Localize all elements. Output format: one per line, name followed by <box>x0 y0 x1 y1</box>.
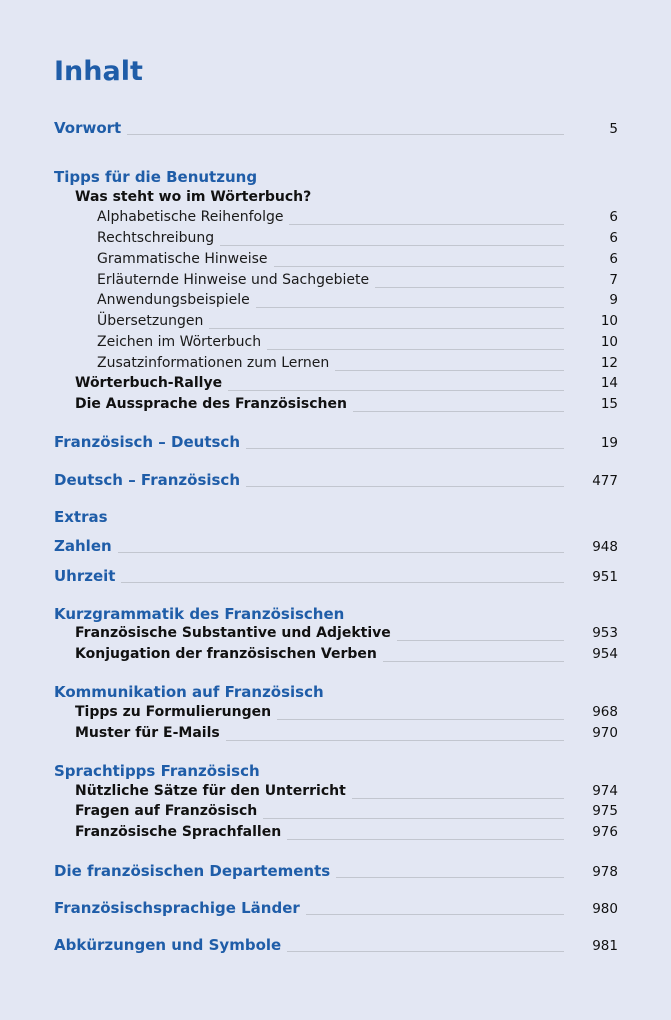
toc-page-number: 975 <box>592 803 618 819</box>
toc-entry[interactable] <box>0 899 671 919</box>
toc-entry-title: Erläuternde Hinweise und Sachgebiete <box>97 272 370 288</box>
toc-entry[interactable] <box>0 605 671 625</box>
toc-entry[interactable] <box>0 396 671 416</box>
leader-line <box>263 818 564 819</box>
toc-entry-title: Französische Substantive und Adjektive <box>75 625 391 641</box>
toc-entry[interactable] <box>0 355 671 375</box>
toc-entry[interactable] <box>0 230 671 250</box>
toc-entry[interactable] <box>0 375 671 395</box>
toc-entry-title: Muster für E-Mails <box>75 725 220 741</box>
toc-entry[interactable] <box>0 313 671 333</box>
leader-line <box>375 287 564 288</box>
toc-entry-title: Tipps für die Benutzung <box>54 168 258 186</box>
toc-entry[interactable] <box>0 683 671 703</box>
leader-line <box>397 640 564 641</box>
toc-entry-title: Abkürzungen und Symbole <box>54 936 282 954</box>
toc-entry[interactable] <box>0 251 671 271</box>
toc-entry[interactable] <box>0 272 671 292</box>
toc-entry[interactable] <box>0 471 671 491</box>
toc-page-number: 948 <box>592 539 618 555</box>
toc-entry[interactable] <box>0 704 671 724</box>
leader-line <box>352 798 564 799</box>
toc-page-number: 981 <box>592 938 618 954</box>
toc-entry-title: Zusatzinformationen zum Lernen <box>97 355 330 371</box>
toc-entry[interactable] <box>0 936 671 956</box>
toc-entry[interactable] <box>0 725 671 745</box>
toc-entry[interactable] <box>0 625 671 645</box>
leader-line <box>353 411 564 412</box>
toc-page-number: 976 <box>592 824 618 840</box>
leader-line <box>335 370 564 371</box>
toc-entry[interactable] <box>0 209 671 229</box>
toc-page-number: 7 <box>609 272 618 288</box>
toc-entry-title: Zahlen <box>54 537 112 555</box>
toc-entry[interactable] <box>0 119 671 139</box>
toc-entry-title: Kommunikation auf Französisch <box>54 683 324 701</box>
leader-line <box>287 951 564 952</box>
toc-page-number: 951 <box>592 569 618 585</box>
toc-entry[interactable] <box>0 803 671 823</box>
toc-entry-title: Konjugation der französischen Verben <box>75 646 377 662</box>
toc-page-number: 19 <box>600 435 618 451</box>
toc-page-number: 6 <box>609 251 618 267</box>
toc-page-number: 6 <box>609 230 618 246</box>
toc-entry-title: Deutsch – Französisch <box>54 471 241 489</box>
toc-entry-title: Sprachtipps Französisch <box>54 762 260 780</box>
toc-entry-title: Uhrzeit <box>54 567 116 585</box>
toc-entry-title: Vorwort <box>54 119 122 137</box>
toc-entry-title: Französische Sprachfallen <box>75 824 282 840</box>
toc-page-number: 978 <box>592 864 618 880</box>
toc-entry-title: Alphabetische Reihenfolge <box>97 209 284 225</box>
toc-entry[interactable] <box>0 168 671 188</box>
leader-line <box>267 349 564 350</box>
leader-line <box>226 740 564 741</box>
toc-entry[interactable] <box>0 567 671 587</box>
toc-entry-title: Extras <box>54 508 108 526</box>
toc-page-number: 953 <box>592 625 618 641</box>
leader-line <box>118 552 564 553</box>
toc-page-number: 970 <box>592 725 618 741</box>
toc-entry-title: Übersetzungen <box>97 313 204 329</box>
toc-entry[interactable] <box>0 783 671 803</box>
toc-entry-title: Tipps zu Formulierungen <box>75 704 272 720</box>
toc-entry-title: Wörterbuch-Rallye <box>75 375 223 391</box>
leader-line <box>289 224 564 225</box>
toc-entry-title: Die Aussprache des Französischen <box>75 396 347 412</box>
toc-page-number: 954 <box>592 646 618 662</box>
toc-page-number: 10 <box>600 313 618 329</box>
toc-entry-title: Nützliche Sätze für den Unterricht <box>75 783 346 799</box>
leader-line <box>336 877 564 878</box>
leader-line <box>246 448 564 449</box>
leader-line <box>383 661 564 662</box>
toc-entry-title: Was steht wo im Wörterbuch? <box>75 189 312 205</box>
toc-entry[interactable] <box>0 189 671 209</box>
toc-entry-title: Grammatische Hinweise <box>97 251 268 267</box>
leader-line <box>287 839 564 840</box>
leader-line <box>274 266 565 267</box>
toc-entry-title: Fragen auf Französisch <box>75 803 258 819</box>
toc-entry[interactable] <box>0 433 671 453</box>
toc-page-number: 980 <box>592 901 618 917</box>
toc-page-number: 5 <box>609 121 618 137</box>
leader-line <box>256 307 564 308</box>
toc-page-number: 9 <box>609 292 618 308</box>
toc-page-number: 15 <box>600 396 618 412</box>
toc-entry-title: Zeichen im Wörterbuch <box>97 334 262 350</box>
leader-line <box>228 390 564 391</box>
toc-page-number: 968 <box>592 704 618 720</box>
leader-line <box>127 134 564 135</box>
toc-entry-title: Die französischen Departements <box>54 862 331 880</box>
toc-entry-title: Anwendungsbeispiele <box>97 292 250 308</box>
page-title: Inhalt <box>54 56 143 87</box>
leader-line <box>277 719 564 720</box>
toc-entry[interactable] <box>0 824 671 844</box>
toc-entry[interactable] <box>0 762 671 782</box>
toc-entry[interactable] <box>0 334 671 354</box>
toc-page-number: 6 <box>609 209 618 225</box>
leader-line <box>121 582 564 583</box>
toc-entry-title: Kurzgrammatik des Französischen <box>54 605 345 623</box>
leader-line <box>306 914 564 915</box>
toc-entry-title: Rechtschreibung <box>97 230 215 246</box>
toc-entry[interactable] <box>0 537 671 557</box>
toc-page-number: 477 <box>592 473 618 489</box>
toc-entry[interactable] <box>0 508 671 528</box>
toc-entry[interactable] <box>0 646 671 666</box>
toc-page-number: 12 <box>600 355 618 371</box>
leader-line <box>246 486 564 487</box>
toc-page-number: 14 <box>600 375 618 391</box>
toc-entry[interactable] <box>0 862 671 882</box>
toc-entry-title: Französischsprachige Länder <box>54 899 300 917</box>
leader-line <box>220 245 564 246</box>
leader-line <box>209 328 564 329</box>
toc-entry-title: Französisch – Deutsch <box>54 433 241 451</box>
toc-page-number: 974 <box>592 783 618 799</box>
toc-entry[interactable] <box>0 292 671 312</box>
toc-page-number: 10 <box>600 334 618 350</box>
